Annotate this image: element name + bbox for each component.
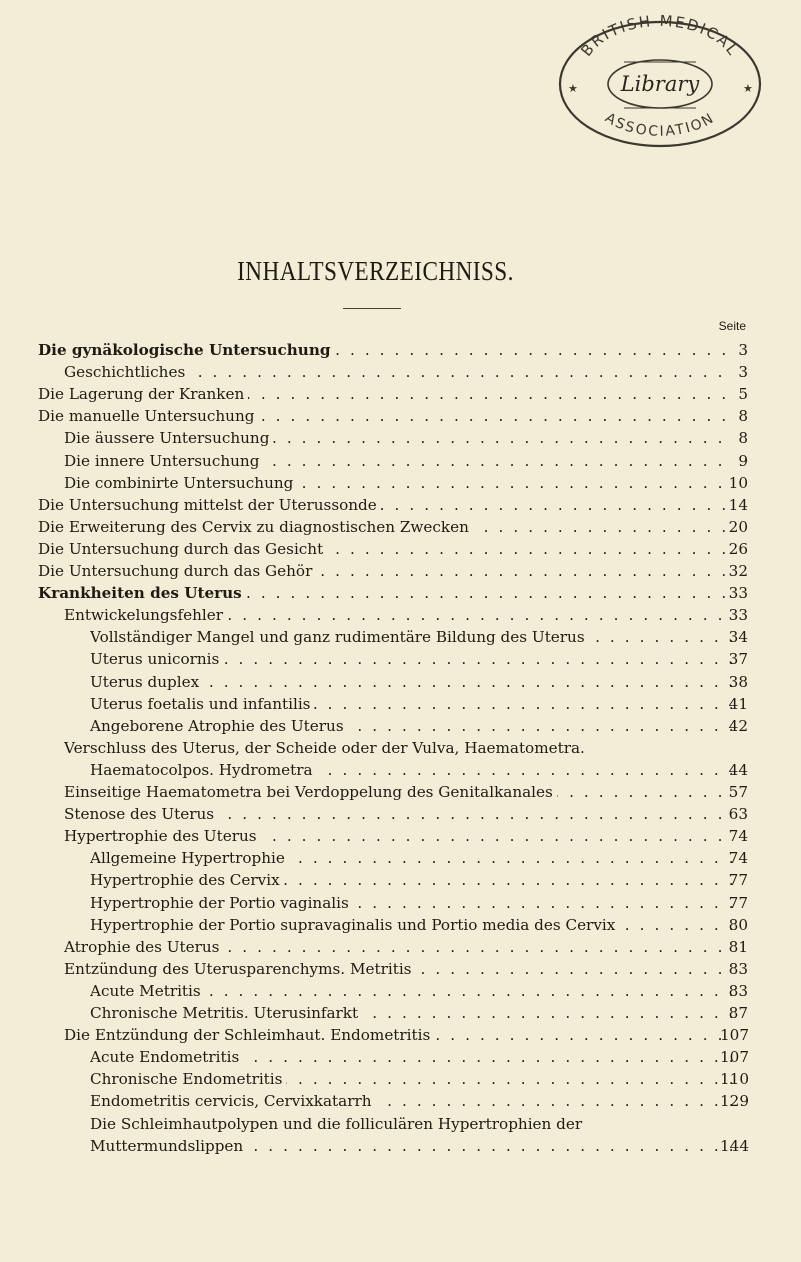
toc-entry-title: Die innere Untersuchung — [64, 452, 263, 470]
toc-entry-title: Stenose des Uterus — [64, 805, 218, 823]
toc-entry-page: 5 — [738, 385, 748, 404]
toc-entry-title: Haematocolpos. Hydrometra — [90, 761, 317, 779]
toc-entry — [0, 914, 801, 936]
toc-entry-page: 81 — [728, 937, 748, 956]
page-column-header: Seite — [718, 319, 746, 333]
toc-entry-page: 20 — [728, 517, 748, 536]
toc-entry — [0, 936, 801, 958]
toc-entry-page: 110 — [720, 1070, 749, 1089]
toc-entry-page: 34 — [728, 628, 748, 647]
toc-entry — [0, 516, 801, 538]
toc-entry-title: Hypertrophie des Cervix — [90, 871, 284, 889]
toc-entry-page: 32 — [728, 562, 748, 580]
toc-entry — [0, 1113, 801, 1135]
toc-entry — [0, 1002, 801, 1024]
toc-entry-title: Die Schleimhautpolypen und die folliculären Hypertrophien der — [90, 1115, 586, 1133]
toc-entry-page: 33 — [728, 584, 748, 603]
toc-entry — [0, 1046, 801, 1068]
toc-entry — [0, 825, 801, 847]
toc-entry-page: 77 — [728, 893, 748, 912]
toc-entry — [0, 339, 801, 361]
toc-entry-title: Die gynäkologische Untersuchung — [38, 341, 335, 359]
toc-entry-page: 87 — [728, 1004, 748, 1022]
toc-entry — [0, 1090, 801, 1112]
toc-entry-page: 83 — [728, 981, 748, 1000]
toc-entry-page: 80 — [728, 915, 748, 934]
toc-entry-title: Uterus foetalis und infantilis — [90, 695, 314, 713]
toc-entry-title: Uterus unicornis — [90, 650, 223, 668]
toc-entry-page: 8 — [738, 429, 748, 448]
toc-entry-title: Die Lagerung der Kranken — [38, 385, 248, 403]
toc-entry — [0, 803, 801, 825]
toc-entry-page: 83 — [728, 959, 748, 978]
toc-entry-title: Entwickelungsfehler — [64, 606, 227, 624]
toc-entry-title: Acute Endometritis — [90, 1048, 243, 1066]
stamp-bottom-text: ASSOCIATION — [602, 109, 718, 140]
toc-entry — [0, 715, 801, 737]
toc-entry-title: Atrophie des Uterus — [64, 938, 223, 956]
svg-text:BRITISH MEDICAL — [577, 14, 742, 60]
toc-entry-page: 37 — [728, 650, 748, 669]
toc-entry — [0, 582, 801, 604]
toc-entry-title: Vollständiger Mangel und ganz rudimentäre Bildung des Uterus — [90, 628, 589, 646]
toc-entry — [0, 958, 801, 980]
toc-entry — [0, 781, 801, 803]
toc-entry-page: 3 — [738, 363, 748, 382]
toc-entry — [0, 626, 801, 648]
toc-entry — [0, 538, 801, 560]
toc-entry — [0, 648, 801, 670]
library-stamp — [554, 14, 766, 154]
toc-entry-page: 10 — [728, 473, 748, 492]
toc-entry-title: Die äussere Untersuchung — [64, 429, 273, 447]
toc-entry-page: 57 — [728, 783, 748, 801]
toc-entry-page: 42 — [728, 716, 748, 735]
toc-entry-page: 107 — [720, 1048, 749, 1067]
toc-entry-title: Endometritis cervicis, Cervixkatarrh — [90, 1092, 376, 1110]
toc-entry-title: Die Untersuchung mittelst der Uterussonde — [38, 496, 381, 514]
toc-entry — [0, 383, 801, 405]
toc-entry-title: Hypertrophie des Uterus — [64, 827, 261, 845]
toc-entry-title: Die Untersuchung durch das Gesicht — [38, 540, 327, 558]
toc-entry-title: Die Untersuchung durch das Gehör — [38, 562, 316, 580]
toc-entry-title: Die Entzündung der Schleimhaut. Endometritis — [64, 1026, 434, 1044]
toc-entry-page: 38 — [728, 672, 748, 691]
toc-entry-page: 44 — [728, 760, 748, 779]
stamp-center-text: Library — [620, 72, 700, 96]
toc-entry — [0, 737, 801, 759]
toc-entry — [0, 604, 801, 626]
toc-entry — [0, 892, 801, 914]
toc-entry — [0, 1068, 801, 1090]
toc-entry-title: Allgemeine Hypertrophie — [90, 849, 289, 867]
toc-entry-page: 41 — [728, 694, 748, 713]
toc-entry-title: Einseitige Haematometra bei Verdoppelung des Genitalkanales — [64, 783, 557, 801]
star-icon: ★ — [743, 82, 753, 95]
toc-entry-page: 77 — [728, 871, 748, 890]
toc-entry — [0, 1135, 801, 1157]
toc-entry-page: 107 — [720, 1026, 749, 1045]
toc-entry-title: Angeborene Atrophie des Uterus — [90, 717, 348, 735]
toc-entry-title: Hypertrophie der Portio supravaginalis und Portio media des Cervix — [90, 916, 619, 934]
toc-entry-title: Hypertrophie der Portio vaginalis — [90, 894, 353, 912]
toc-entry-title: Die manuelle Untersuchung — [38, 407, 258, 425]
toc-entry-title: Krankheiten des Uterus — [38, 584, 246, 602]
toc-entry-page: 144 — [720, 1136, 749, 1155]
title-divider — [343, 308, 401, 309]
toc-entry — [0, 361, 801, 383]
toc-entry-page: 33 — [728, 606, 748, 625]
toc-entry-title: Verschluss des Uterus, der Scheide oder der Vulva, Haematometra. — [64, 739, 589, 757]
toc-entry-page: 74 — [728, 827, 748, 846]
toc-entry-page: 3 — [738, 341, 748, 359]
toc-entry-title: Entzündung des Uterusparenchyms. Metritis — [64, 960, 415, 978]
toc-entry — [0, 671, 801, 693]
toc-entry — [0, 427, 801, 449]
svg-text:ASSOCIATION — [602, 110, 718, 140]
toc-entry-title: Die Erweiterung des Cervix zu diagnostischen Zwecken — [38, 518, 473, 536]
toc-entry-title: Geschichtliches — [64, 363, 189, 381]
toc-entry — [0, 693, 801, 715]
toc-entry-page: 8 — [738, 407, 748, 426]
toc-entry-page: 26 — [728, 539, 748, 558]
toc-entry — [0, 847, 801, 869]
toc-entry-title: Acute Metritis — [90, 982, 205, 1000]
toc-entry-page: 14 — [728, 495, 748, 514]
toc-entry — [0, 494, 801, 516]
toc-entry-page: 63 — [728, 805, 748, 824]
toc-entry — [0, 980, 801, 1002]
toc-entry — [0, 472, 801, 494]
toc-entry — [0, 560, 801, 582]
toc-entry — [0, 405, 801, 427]
toc-entry — [0, 450, 801, 472]
toc-entry-title: Chronische Endometritis — [90, 1070, 286, 1088]
star-icon: ★ — [568, 82, 578, 95]
toc-entry-title: Die combinirte Untersuchung — [64, 474, 297, 492]
page-title: INHALTSVERZEICHNISS. — [237, 256, 514, 286]
toc-entry-title: Uterus duplex — [90, 673, 203, 691]
toc-entry-page: 9 — [738, 451, 748, 470]
stamp-top-text: BRITISH MEDICAL — [577, 14, 743, 60]
toc-entry — [0, 759, 801, 781]
toc-entry-title: Chronische Metritis. Uterusinfarkt — [90, 1004, 362, 1022]
toc-entry-title: Muttermundslippen — [90, 1137, 247, 1155]
toc-entry — [0, 869, 801, 891]
toc-entry-page: 129 — [720, 1092, 749, 1111]
toc-entry-page: 74 — [728, 849, 748, 868]
toc-entry — [0, 1024, 801, 1046]
